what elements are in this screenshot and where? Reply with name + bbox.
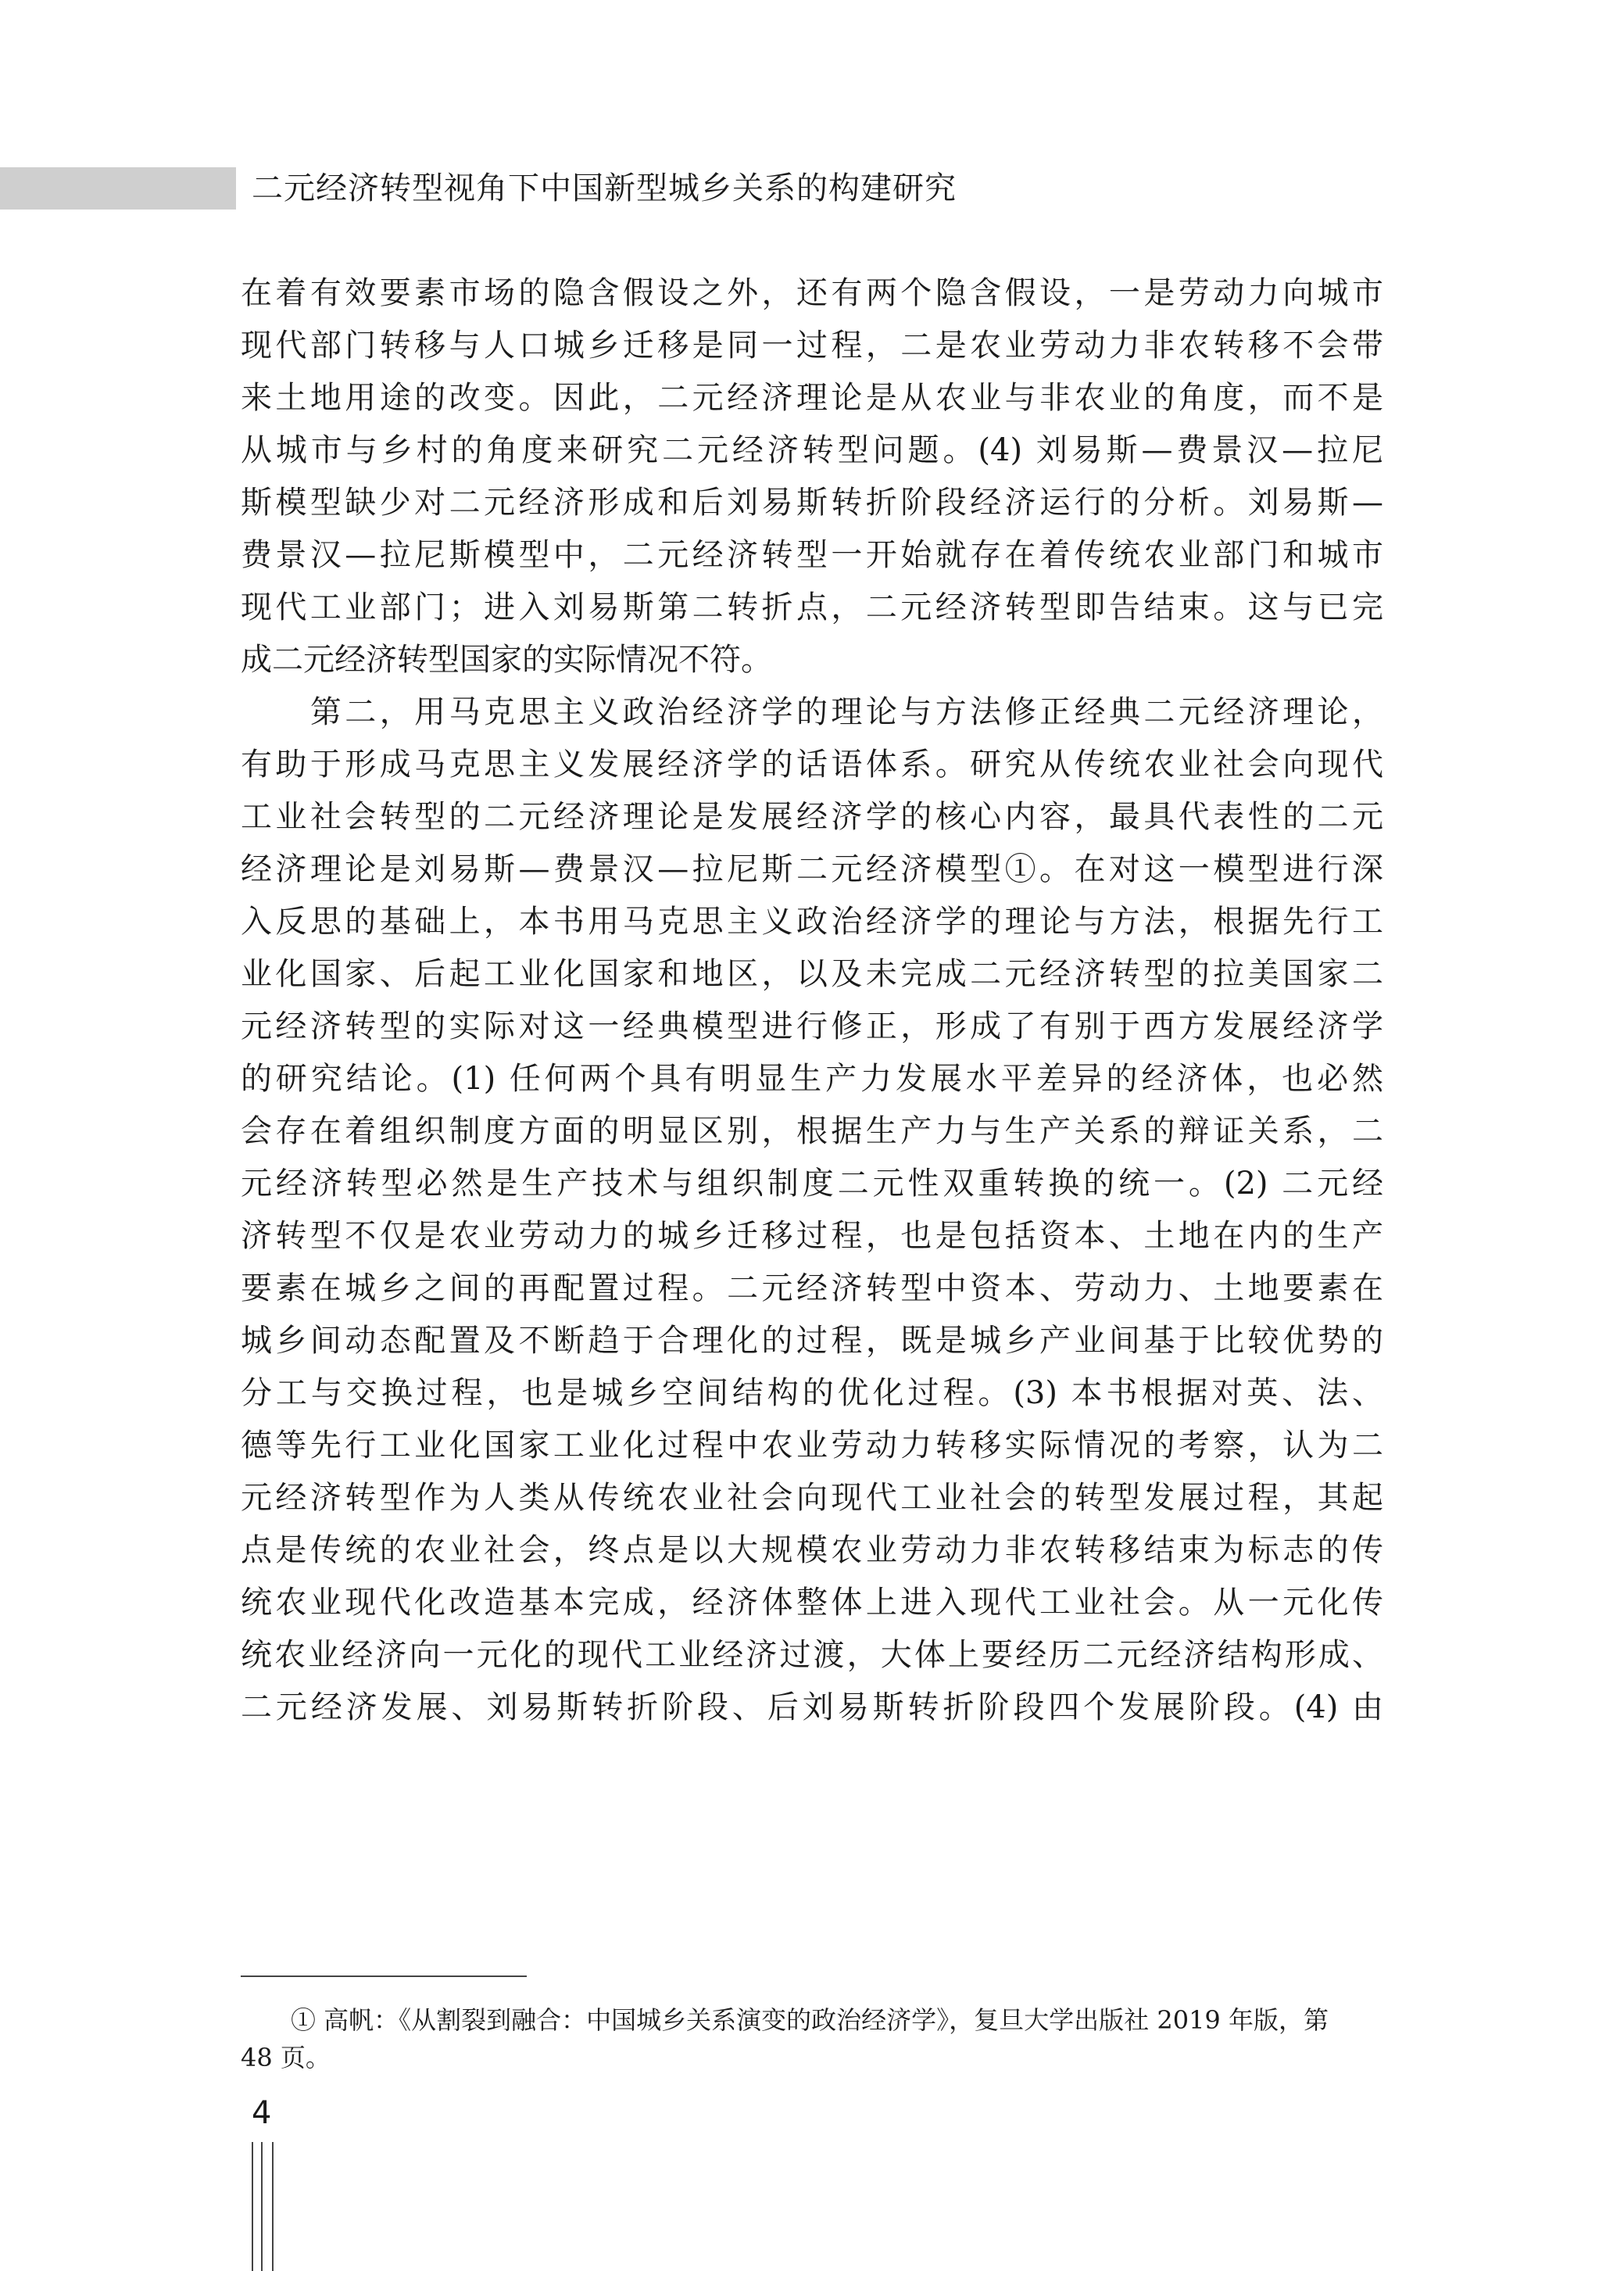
body-line: 现代工业部门；进入刘易斯第二转折点，二元经济转型即告结束。这与已完: [241, 589, 1383, 625]
body-line: 来土地用途的改变。因此，二元经济理论是从农业与非农业的角度，而不是: [241, 380, 1383, 416]
body-line: 统农业现代化改造基本完成，经济体整体上进入现代工业社会。从一元化传: [241, 1585, 1383, 1621]
body-line: 元经济转型的实际对这一经典模型进行修正，形成了有别于西方发展经济学: [241, 1008, 1383, 1044]
footnote-divider: [241, 1975, 527, 1977]
page-header-title: 二元经济转型视角下中国新型城乡关系的构建研究: [252, 170, 957, 206]
body-line: 费景汉—拉尼斯模型中，二元经济转型一开始就存在着传统农业部门和城市: [241, 537, 1383, 573]
body-line: 会存在着组织制度方面的明显区别，根据生产力与生产关系的辩证关系，二: [241, 1113, 1383, 1149]
body-line: 的研究结论。(1) 任何两个具有明显生产力发展水平差异的经济体，也必然: [241, 1061, 1383, 1097]
body-line: 元经济转型作为人类从传统农业社会向现代工业社会的转型发展过程，其起: [241, 1480, 1383, 1516]
body-line: 二元经济发展、刘易斯转折阶段、后刘易斯转折阶段四个发展阶段。(4) 由: [241, 1689, 1383, 1725]
body-line: 成二元经济转型国家的实际情况不符。: [241, 642, 772, 678]
page-edge-rule: [252, 2142, 274, 2271]
body-line: 城乡间动态配置及不断趋于合理化的过程，既是城乡产业间基于比较优势的: [241, 1323, 1383, 1359]
header-bar: [0, 167, 236, 210]
body-line: 点是传统的农业社会，终点是以大规模农业劳动力非农转移结束为标志的传: [241, 1532, 1383, 1568]
body-line: 第二，用马克思主义政治经济学的理论与方法修正经典二元经济理论，: [241, 694, 1383, 730]
body-line: 业化国家、后起工业化国家和地区，以及未完成二元经济转型的拉美国家二: [241, 956, 1383, 992]
body-line: 工业社会转型的二元经济理论是发展经济学的核心内容，最具代表性的二元: [241, 799, 1383, 835]
body-line: 入反思的基础上，本书用马克思主义政治经济学的理论与方法，根据先行工: [241, 904, 1383, 940]
body-line: 从城市与乡村的角度来研究二元经济转型问题。(4) 刘易斯—费景汉—拉尼: [241, 432, 1383, 468]
body-line: 德等先行工业化国家工业化过程中农业劳动力转移实际情况的考察，认为二: [241, 1427, 1383, 1463]
body-line: 统农业经济向一元化的现代工业经济过渡，大体上要经历二元经济结构形成、: [241, 1637, 1383, 1673]
body-text: [241, 267, 1383, 1734]
body-line: 元经济转型必然是生产技术与组织制度二元性双重转换的统一。(2) 二元经: [241, 1166, 1383, 1202]
body-line: 分工与交换过程，也是城乡空间结构的优化过程。(3) 本书根据对英、法、: [241, 1375, 1383, 1411]
body-line: 要素在城乡之间的再配置过程。二元经济转型中资本、劳动力、土地要素在: [241, 1270, 1383, 1306]
footnote-line: ① 高帆：《从割裂到融合：中国城乡关系演变的政治经济学》，复旦大学出版社 2019 年版，第: [291, 2005, 1329, 2035]
body-line: 有助于形成马克思主义发展经济学的话语体系。研究从传统农业社会向现代: [241, 747, 1383, 783]
footnote-line: 48 页。: [241, 2043, 331, 2072]
body-line: 在着有效要素市场的隐含假设之外，还有两个隐含假设，一是劳动力向城市: [241, 275, 1383, 311]
body-line: 经济理论是刘易斯—费景汉—拉尼斯二元经济模型①。在对这一模型进行深: [241, 851, 1383, 887]
body-line: 济转型不仅是农业劳动力的城乡迁移过程，也是包括资本、土地在内的生产: [241, 1218, 1383, 1254]
page-number: 4: [252, 2095, 272, 2131]
footnote: [241, 2001, 1383, 2076]
body-line: 现代部门转移与人口城乡迁移是同一过程，二是农业劳动力非农转移不会带: [241, 328, 1383, 364]
body-line: 斯模型缺少对二元经济形成和后刘易斯转折阶段经济运行的分析。刘易斯—: [241, 485, 1383, 521]
